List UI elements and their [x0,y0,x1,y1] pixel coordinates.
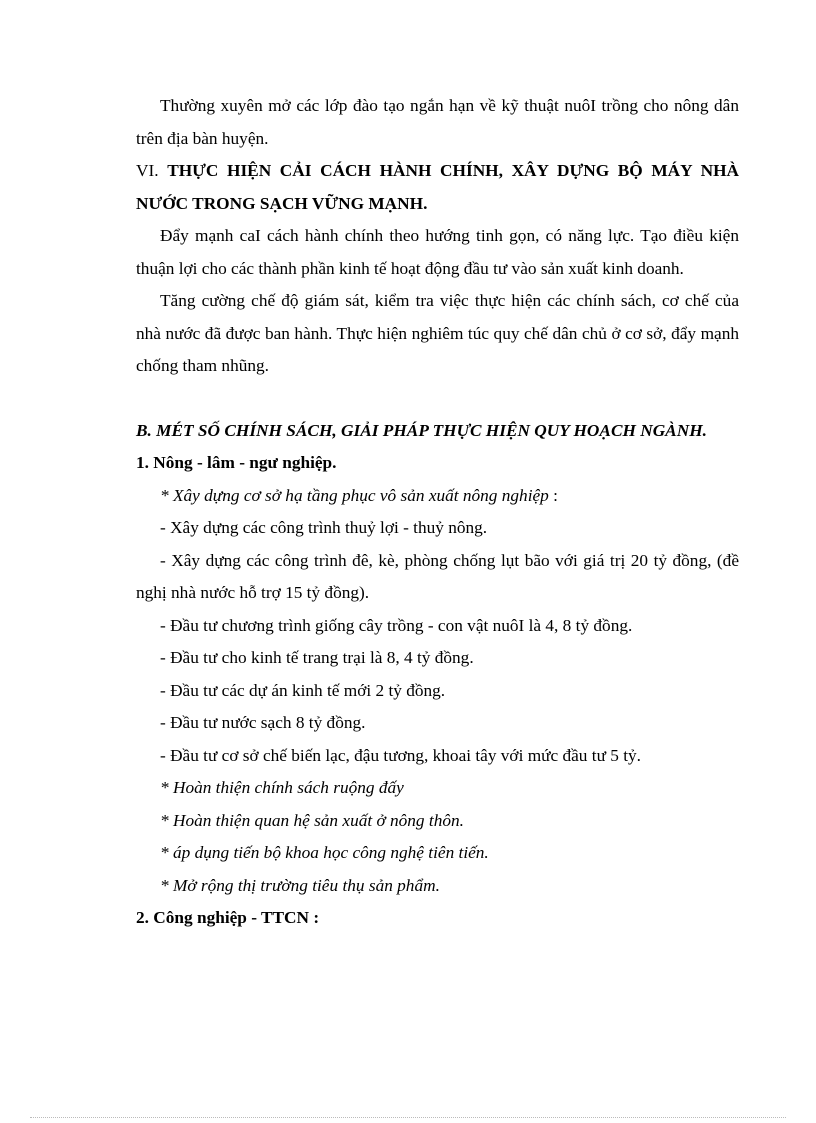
list-item: - Đầu tư các dự án kinh tế mới 2 tỷ đồng. [160,680,446,700]
list-item: - Xây dựng các công trình thuỷ lợi - thuỷ nông. [160,518,488,537]
policy-item: * Hoàn thiện quan hệ sản xuất ở nông thôn. [160,810,464,830]
section-vi-heading [136,155,739,220]
page-bottom-rule [30,1117,786,1118]
document-body [136,90,739,935]
paragraph-training: Thường xuyên mở các lớp đào tạo ngắn hạn về kỹ thuật nuôI trồng cho nông dân trên địa bàn huyện. [136,96,739,148]
list-item: - Đầu tư cho kinh tế trang trại là 8, 4 tỷ đồng. [160,648,474,667]
section-vi-title: THỰC HIỆN CẢI CÁCH HÀNH CHÍNH, XÂY DỰNG BỘ MÁY NHÀ NƯỚC TRONG SẠCH VỮNG MẠNH. [136,161,739,213]
policy-item: * áp dụng tiến bộ khoa học công nghệ tiên tiến. [160,843,489,862]
policy-item: * Mở rộng thị trường tiêu thụ sản phẩm. [160,875,440,895]
spacer [136,383,739,415]
subsection-1-heading: 1. Nông - lâm - ngư nghiệp. [136,453,337,472]
subsection-2-heading: 2. Công nghiệp - TTCN : [136,908,320,927]
intro-tail: : [548,485,558,505]
subsection-1-intro [136,480,739,513]
list-item: - Đầu tư cơ sở chế biến lạc, đậu tương, khoai tây với mức đầu tư 5 tỷ. [160,745,641,765]
paragraph-supervision: Tăng cường chế độ giám sát, kiểm tra việc thực hiện các chính sách, cơ chế của nhà nước đã được ban hành. Thực hiện nghiêm túc quy chế dân chủ ở cơ sở, đẩy mạnh chống tham nhũng. [136,291,739,375]
list-item: - Xây dựng các công trình đê, kè, phòng chống lụt bão với giá trị 20 tỷ đồng, (đề nghị nhà nước hỗ trợ 15 tỷ đồng). [136,550,739,602]
section-b-heading: B. MÉT SỐ CHÍNH SÁCH, GIẢI PHÁP THỰC HIỆN QUY HOẠCH NGÀNH. [136,420,707,440]
list-item: - Đầu tư chương trình giống cây trồng - con vật nuôI là 4, 8 tỷ đồng. [160,615,633,635]
list-item: - Đầu tư nước sạch 8 tỷ đồng. [160,713,366,732]
section-vi-number: VI. [136,161,168,180]
paragraph-admin-reform: Đẩy mạnh caI cách hành chính theo hướng tinh gọn, có năng lực. Tạo điều kiện thuận lợi cho các thành phần kinh tế hoạt động đầu tư vào sản xuất kinh doanh. [136,226,739,278]
policy-item: * Hoàn thiện chính sách ruộng đấy [160,778,404,797]
intro-text: * Xây dựng cơ sở hạ tầng phục vô sản xuất nông nghiệp [160,485,549,505]
